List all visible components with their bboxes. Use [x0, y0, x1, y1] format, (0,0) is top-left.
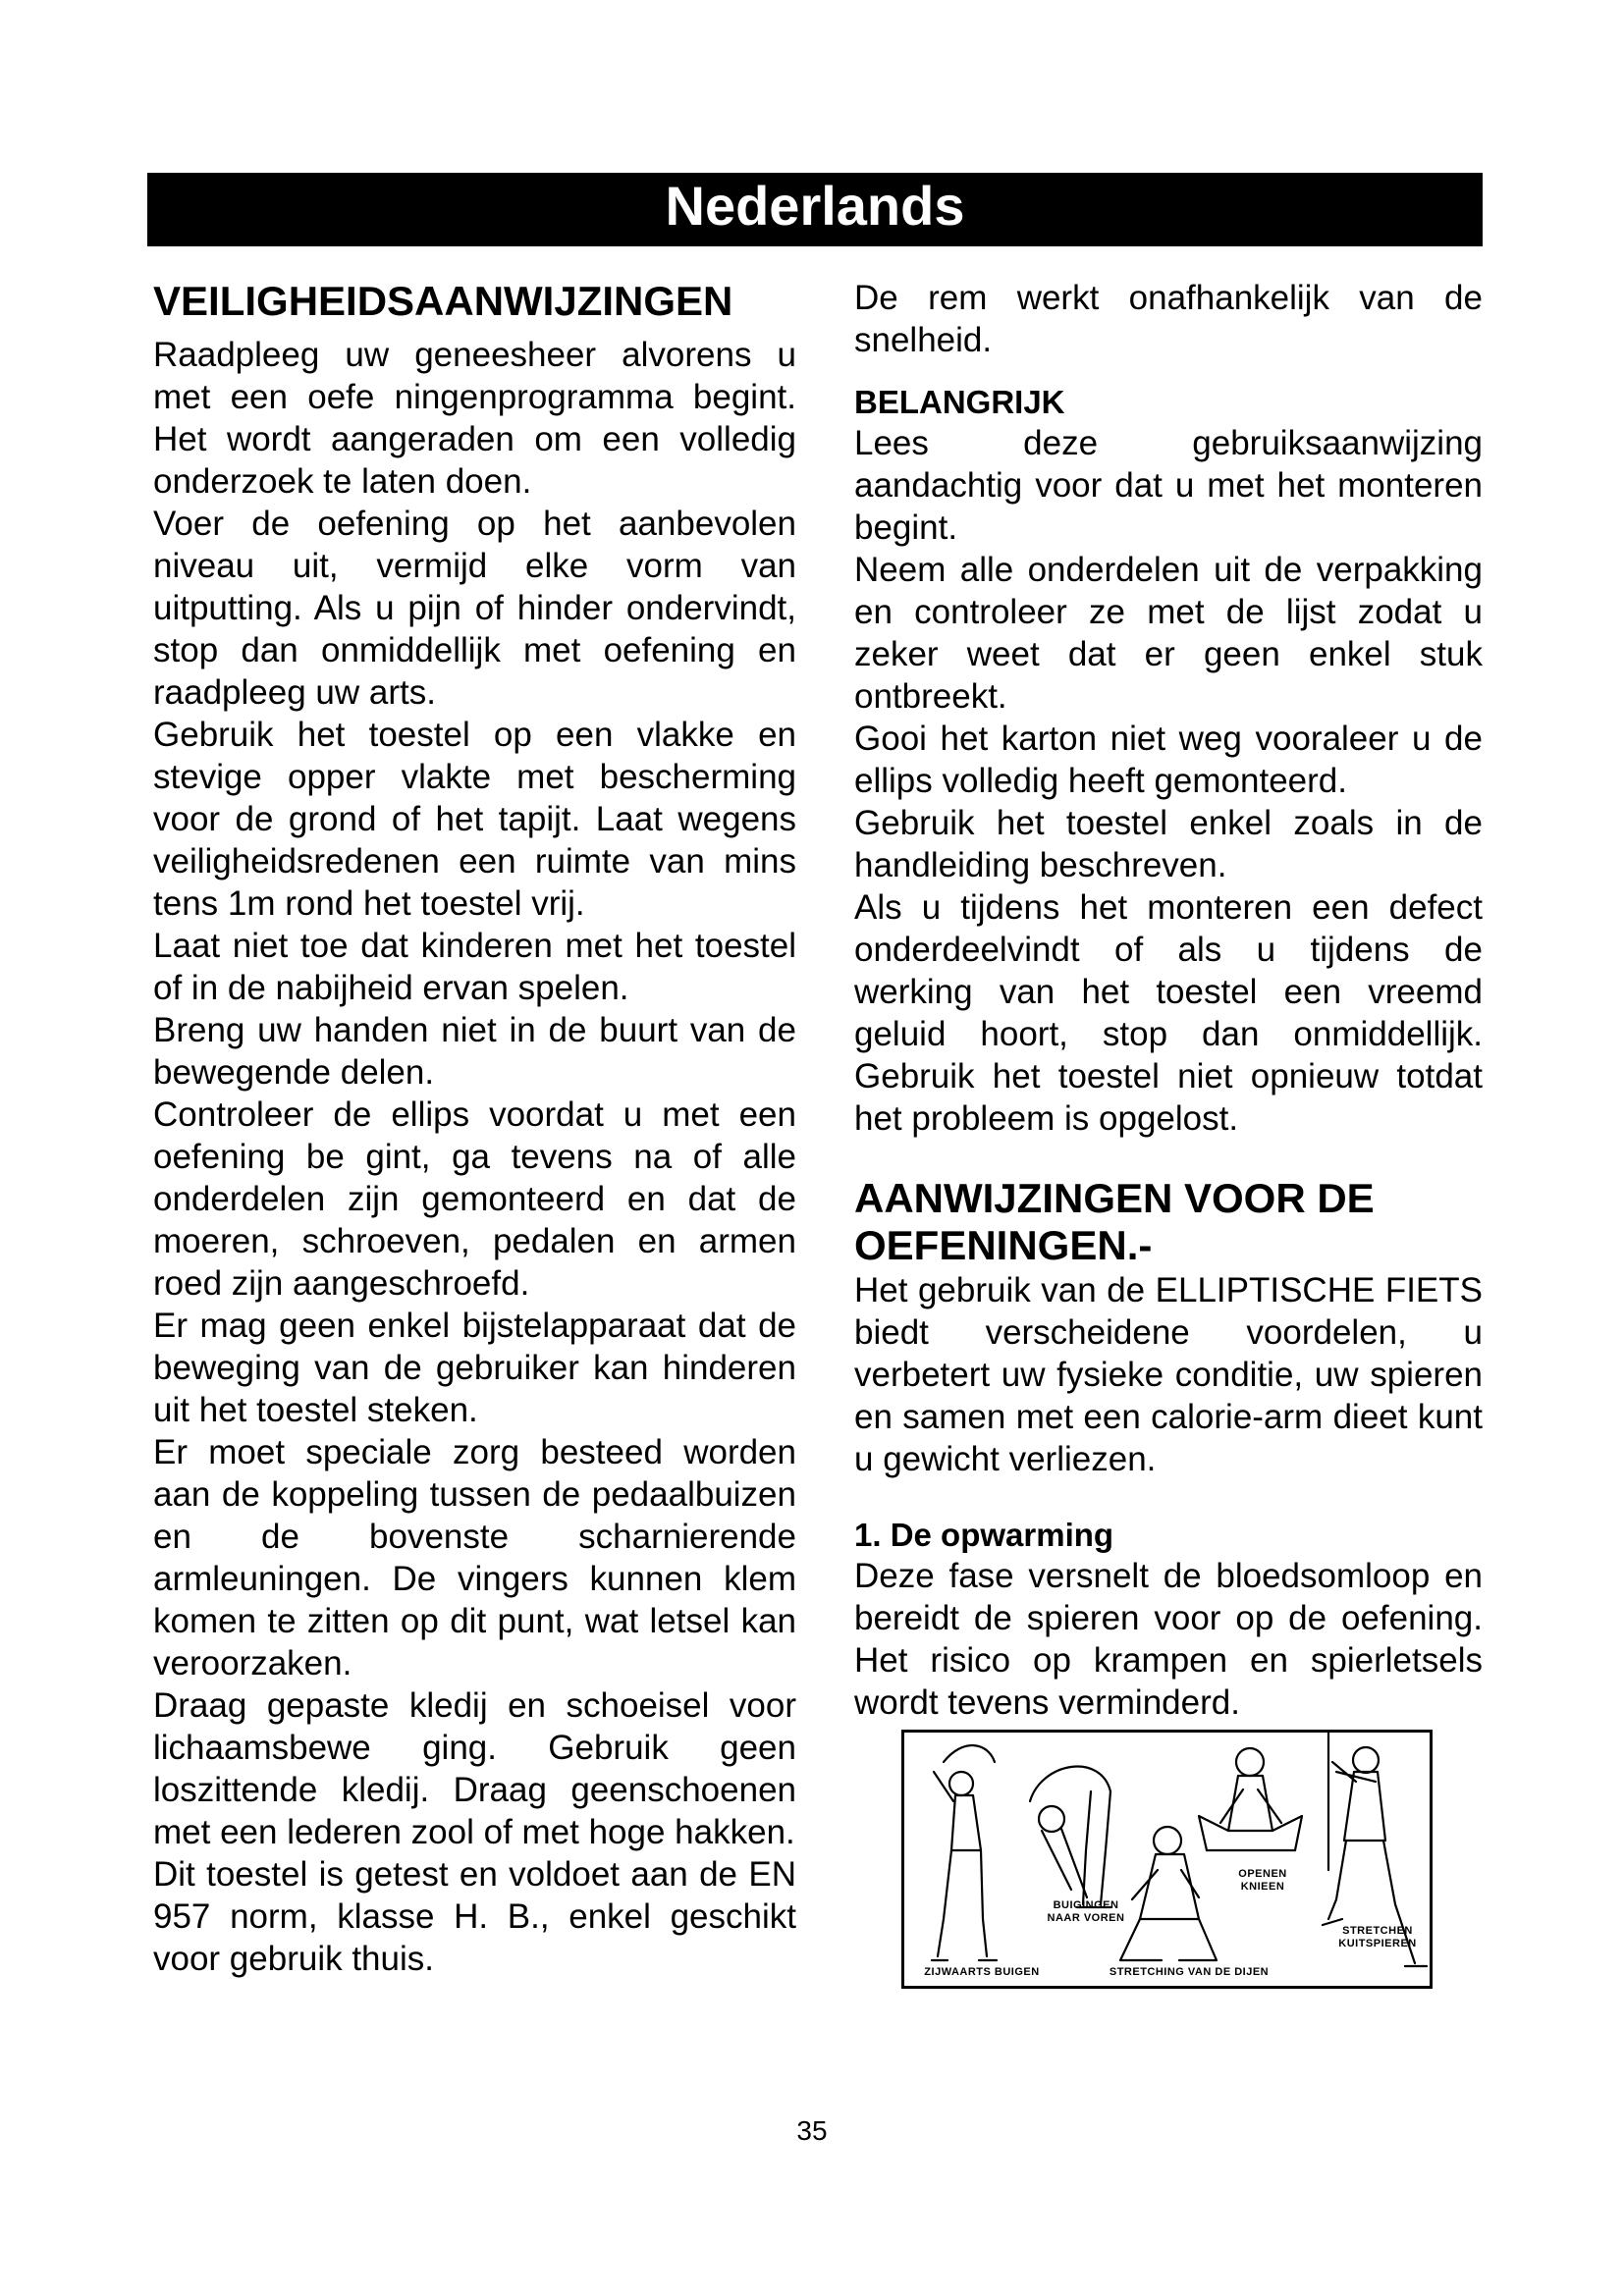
forward-bend-figure	[1030, 1767, 1110, 1907]
safety-paragraph: Controleer de ellips voordat u met een oefening be gint, ga tevens na of alle onderdelen zijn gemonteerd en dat de moeren, schroeven, pedalen en armen roed zijn aangeschroefd.	[153, 1095, 796, 1303]
page-number: 35	[796, 2115, 828, 2146]
important-paragraph: Als u tijdens het monteren een defect onderdeelvindt of als u tijdens de werking van het toestel een vreemd geluid hoort, stop dan onmiddellijk. Gebruik het toestel niet opnieuw totdat het probleem is opgelost.	[854, 888, 1483, 1138]
warmup-exercises-figure	[901, 1730, 1433, 1989]
left-column	[153, 277, 796, 1980]
important-heading: BELANGRIJK	[854, 384, 1065, 420]
important-paragraph: Gebruik het toestel enkel zoals in de handleiding beschreven.	[854, 804, 1483, 884]
warmup-paragraph: Deze fase versnelt de bloedsomloop en bereidt de spieren voor op de oefening. Het risico op krampen en spierletsels wordt tevens verminderd.	[854, 1557, 1483, 1722]
safety-paragraph: Draag gepaste kledij en schoeisel voor lichaamsbewe ging. Gebruik geen loszittende kledij. Draag geenschoenen met een lederen zool of met hoge hakken.	[153, 1686, 796, 1851]
page-language-title: Nederlands	[665, 175, 965, 237]
safety-paragraph: Raadpleeg uw geneesheer alvorens u met een oefe ningenprogramma begint. Het wordt aangeraden om een volledig onderzoek te laten doen.	[153, 336, 796, 501]
right-column	[854, 277, 1483, 1989]
thigh-stretch-label: STRETCHING VAN DE DIJEN	[1109, 1966, 1270, 1978]
thigh-stretch-figure	[1120, 1827, 1217, 1960]
safety-paragraph: Gebruik het toestel op een vlakke en stevige opper vlakte met bescherming voor de grond of het tapijt. Laat wegens veiligheidsredenen een ruimte van mins tens 1m rond het toestel vrij.	[153, 716, 796, 923]
open-knees-figure	[1199, 1748, 1302, 1850]
safety-paragraph: Laat niet toe dat kinderen met het toestel of in de nabijheid ervan spelen.	[153, 927, 796, 1007]
important-paragraph: Neem alle onderdelen uit de verpakking en controleer ze met de lijst zodat u zeker weet dat er geen enkel stuk ontbreekt.	[854, 551, 1483, 716]
warmup-heading: 1. De opwarming	[854, 1517, 1114, 1553]
safety-heading: VEILIGHEIDSAANWIJZINGEN	[153, 278, 733, 324]
safety-paragraph: Er mag geen enkel bijstelapparaat dat de beweging van de gebruiker kan hinderen uit het toestel steken.	[153, 1307, 796, 1429]
brake-note: De rem werkt onafhankelijk van de snelheid.	[854, 279, 1483, 359]
open-knees-label: OPENEN KNIEEN	[1238, 1868, 1287, 1893]
safety-paragraph: Voer de oefening op het aanbevolen niveau uit, vermijd elke vorm van uitputting. Als u pijn of hinder ondervindt, stop dan onmiddellijk met oefening en raadpleeg uw arts.	[153, 505, 796, 712]
safety-paragraph: Er moet speciale zorg besteed worden aan de koppeling tussen de pedaalbuizen en de bovenste scharnierende armleuningen. De vingers kunnen klem komen te zitten op dit punt, wat letsel kan veroorzaken.	[153, 1433, 796, 1682]
important-paragraph: Gooi het karton niet weg vooraleer u de ellips volledig heeft gemonteerd.	[854, 720, 1483, 800]
important-paragraph: Lees deze gebruiksaanwijzing aandachtig voor dat u met het monteren begint.	[854, 424, 1483, 547]
safety-paragraph: Dit toestel is getest en voldoet aan de EN 957 norm, klasse H. B., enkel geschikt voor gebruik thuis.	[153, 1855, 796, 1978]
exercise-paragraph: Het gebruik van de ELLIPTISCHE FIETS biedt verscheidene voordelen, u verbetert uw fysieke conditie, uw spieren en samen met een calorie-arm dieet kunt u gewicht verliezen.	[854, 1271, 1483, 1478]
safety-paragraph: Breng uw handen niet in de buurt van de bewegende delen.	[153, 1011, 796, 1092]
exercise-heading: AANWIJZINGEN VOOR DE OEFENINGEN.-	[854, 1175, 1375, 1268]
side-bend-label: ZIJWAARTS BUIGEN	[924, 1966, 1040, 1978]
side-bend-figure	[932, 1745, 997, 1960]
forward-bend-label: BUIGINGEN NAAR VOREN	[1047, 1899, 1125, 1924]
calf-stretch-label: STRETCHEN KUITSPIEREN	[1338, 1925, 1417, 1949]
